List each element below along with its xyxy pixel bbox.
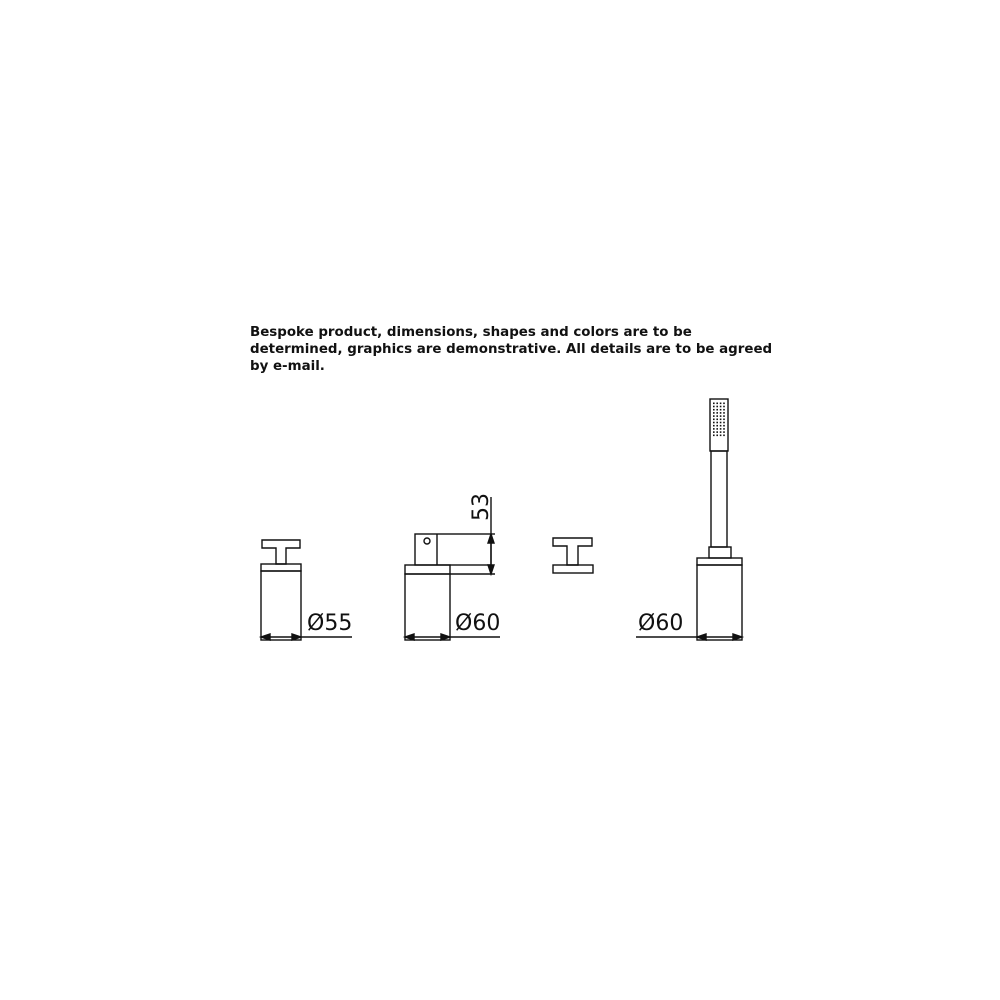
shower-nozzle-dot [716, 431, 718, 433]
shower-nozzle-dot [713, 415, 715, 417]
right-dim-arrow-right [733, 634, 742, 640]
left-handle-valve [261, 540, 352, 640]
shower-nozzle-dot [720, 435, 722, 437]
left-body [261, 571, 301, 640]
left-flange [261, 564, 301, 571]
middle-dim-arrow-left [405, 634, 414, 640]
shower-nozzle-dot [713, 422, 715, 424]
shower-holder-body [697, 565, 742, 640]
shower-nozzle-dot [716, 403, 718, 405]
shower-nozzle-dot [720, 412, 722, 414]
hand-shower-set [636, 399, 742, 640]
shower-nozzle-dot [713, 428, 715, 430]
shower-nozzle-dot [720, 406, 722, 408]
shower-nozzle-dot [720, 428, 722, 430]
shower-nozzle-dot [723, 431, 725, 433]
disclaimer-line-1: Bespoke product, dimensions, shapes and colors are to be [250, 325, 692, 340]
shower-nozzle-dot [713, 412, 715, 414]
disclaimer-line-2: determined, graphics are demonstrative. All details are to be agreed [250, 342, 773, 357]
shower-head [710, 399, 728, 451]
middle-height-arrow-top [488, 534, 494, 543]
left-dim-arrow-left [261, 634, 270, 640]
shower-nozzle-dot [713, 406, 715, 408]
shower-nozzle-dot [723, 406, 725, 408]
shower-nozzle-dot [713, 425, 715, 427]
shower-nozzle-dot [723, 435, 725, 437]
shower-nozzle-dot [716, 412, 718, 414]
shower-nozzle-dot [716, 406, 718, 408]
shower-nozzle-dot [723, 425, 725, 427]
shower-nozzle-dot [716, 425, 718, 427]
middle-spout [405, 493, 500, 640]
middle-lever-screw-icon [424, 538, 430, 544]
shower-holder-flange [697, 558, 742, 565]
shower-nozzle-dot [723, 422, 725, 424]
shower-nozzle-dot [720, 409, 722, 411]
right-cross-handle [553, 538, 593, 573]
shower-nozzle-dot [720, 403, 722, 405]
shower-nozzle-dot [720, 422, 722, 424]
middle-diameter-label: Ø60 [455, 611, 501, 636]
middle-flange [405, 565, 450, 574]
right-diameter-label: Ø60 [638, 611, 684, 636]
disclaimer-line-3: by e-mail. [250, 359, 325, 374]
shower-nozzle-dot [713, 409, 715, 411]
shower-nozzle-dot [720, 415, 722, 417]
shower-nozzle-dot [723, 428, 725, 430]
middle-dim-arrow-right [441, 634, 450, 640]
middle-height-label: 53 [469, 493, 494, 521]
shower-nozzle-dot [720, 431, 722, 433]
shower-nozzle-dot [723, 409, 725, 411]
shower-nozzle-dot [723, 419, 725, 421]
left-diameter-label: Ø55 [307, 611, 353, 636]
shower-nozzle-dot [713, 435, 715, 437]
middle-height-arrow-bottom [488, 565, 494, 574]
shower-handle [711, 451, 727, 547]
shower-nozzle-dot [716, 409, 718, 411]
shower-nozzle-dot [716, 435, 718, 437]
shower-nozzle-dot [716, 415, 718, 417]
left-cross-handle-icon [262, 540, 300, 564]
shower-nozzle-dot [713, 419, 715, 421]
shower-nozzle-dot [720, 419, 722, 421]
shower-nozzle-dot [723, 412, 725, 414]
shower-nozzle-dot [713, 403, 715, 405]
right-cross-flange [553, 565, 593, 573]
shower-nozzle-dot [716, 428, 718, 430]
right-dim-arrow-left [697, 634, 706, 640]
shower-nozzle-dot [720, 425, 722, 427]
shower-nozzle-dot [716, 422, 718, 424]
shower-nozzle-dot [723, 403, 725, 405]
shower-nozzle-dot [723, 415, 725, 417]
shower-nozzles-icon [713, 403, 725, 437]
shower-nozzle-dot [713, 431, 715, 433]
left-dim-arrow-right [292, 634, 301, 640]
shower-nozzle-dot [716, 419, 718, 421]
right-cross-handle-icon [553, 538, 592, 565]
middle-body [405, 574, 450, 640]
shower-holder-collar [709, 547, 731, 558]
